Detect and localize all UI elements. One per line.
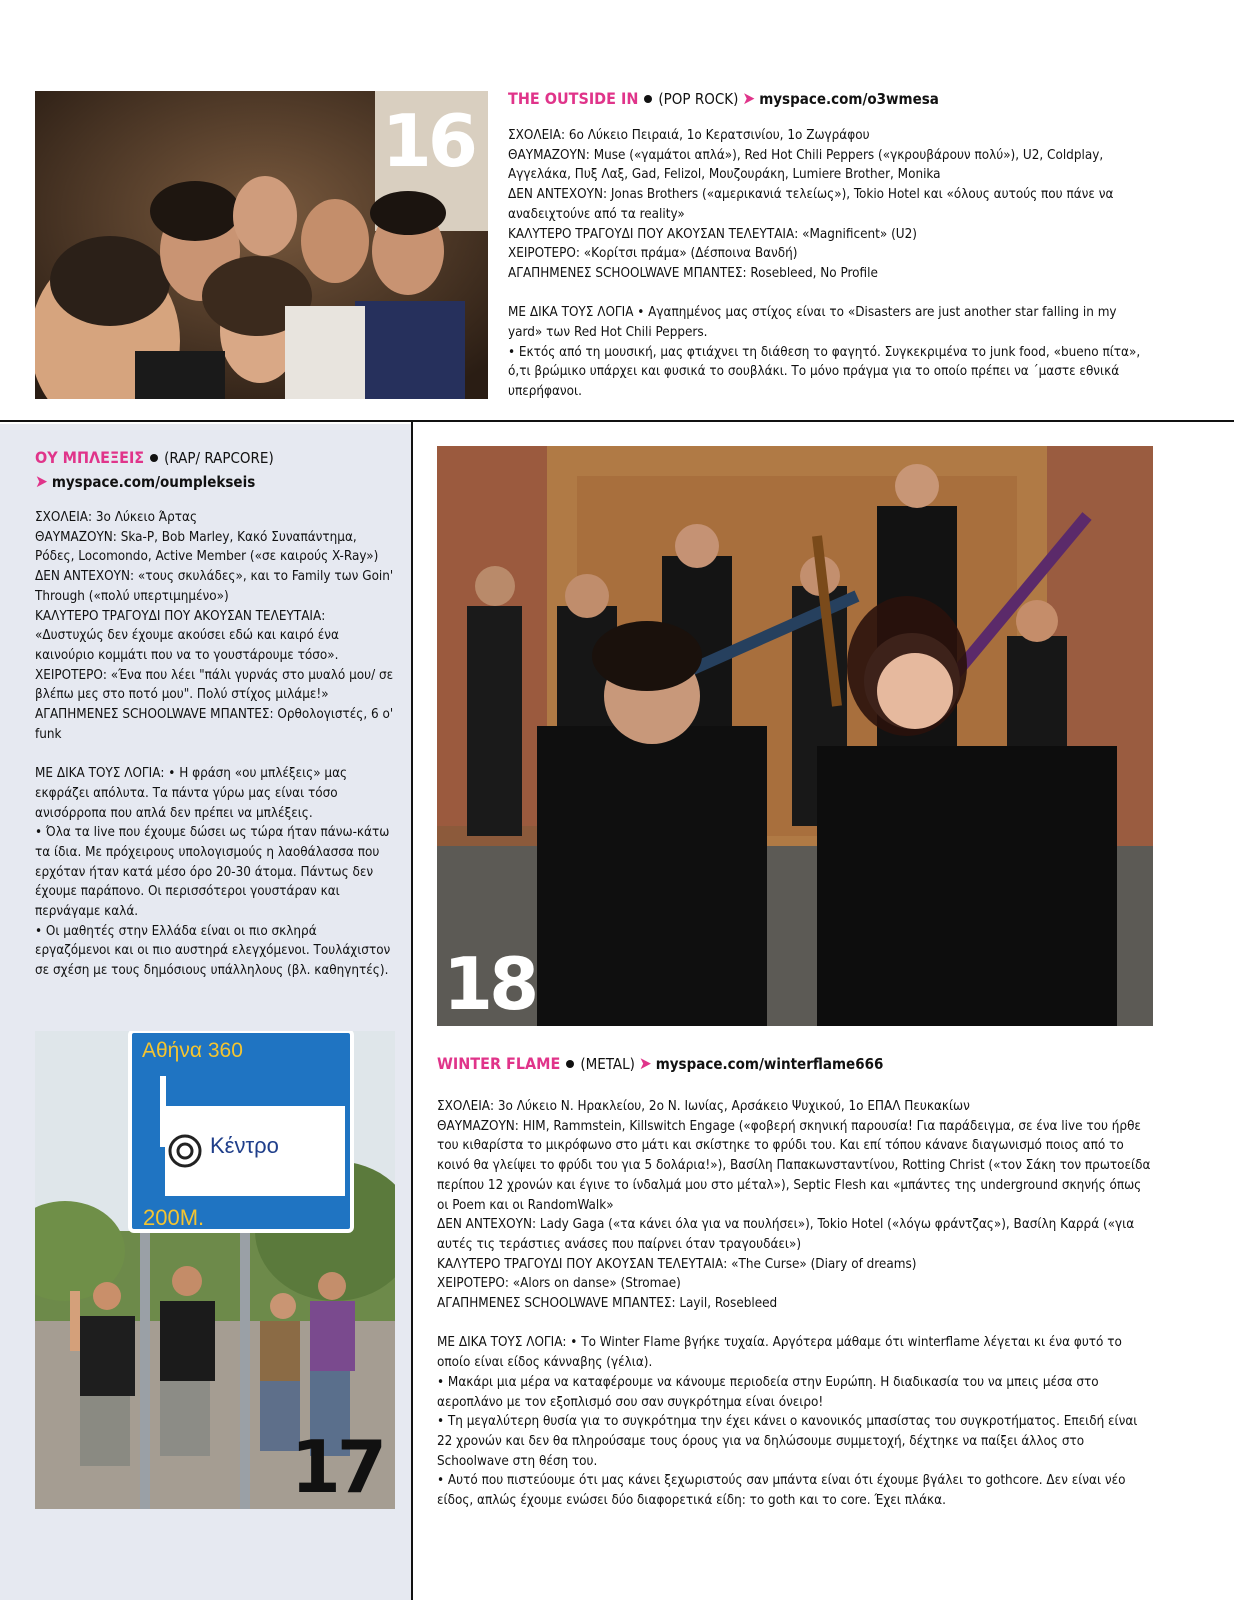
arrow-right-icon: ➤ bbox=[742, 89, 756, 109]
band16-header bbox=[508, 89, 939, 109]
band18-words-1: ΜΕ ΔΙΚΑ ΤΟΥΣ ΛΟΓΙΑ: • Το Winter Flame βγήκε τυχαία. Αργότερα μάθαμε ότι winterflame λέγεται κι ένα φυτό το οποίο είναι είδος κάνναβης (γέλια). bbox=[437, 1335, 1122, 1371]
band17-words-1: ΜΕ ΔΙΚΑ ΤΟΥΣ ΛΟΓΙΑ: • Η φράση «ου μπλέξεις» μας εκφράζει απόλυτα. Τα πάντα γύρω μας είναι τόσο ανισόρροπα που απλά δεν πρέπει να μπλέξεις. bbox=[35, 766, 348, 821]
bullet-dot-icon bbox=[150, 454, 158, 462]
band18-number: 18 bbox=[443, 942, 536, 1026]
band18-words-2: • Μακάρι μια μέρα να καταφέρουμε να κάνουμε περιοδεία στην Ευρώπη. Η διαδικασία του να μπεις μέσα στο αεροπλάνο με τον εξοπλισμό σου σαν συγκρότημα είναι όνειρο! bbox=[437, 1374, 1099, 1410]
band17-words-2: • Όλα τα live που έχουμε δώσει ως τώρα ήταν πάνω-κάτω τα ίδια. Με πρόχειρους υπολογισμούς η λαοθάλασσα που ερχόταν ήταν κατά μέσο όρο 20-30 άτομα. Πάντως δεν έχουμε παράπονο. Οι περισσότεροι γουστάραν και περνάγαμε καλά. bbox=[35, 825, 390, 920]
band17-cant-stand: ΔΕΝ ΑΝΤΕΧΟΥΝ: «τους σκυλάδες», και το Family των Goin' Through («πολύ υπερτιμημένο») bbox=[35, 569, 394, 604]
horizontal-divider bbox=[0, 420, 1234, 422]
band16-photo bbox=[35, 91, 488, 399]
sign-city-label: Αθήνα 360 bbox=[142, 1039, 243, 1062]
band16-body bbox=[508, 126, 1153, 402]
band18-worst: ΧΕΙΡΟΤΕΡΟ: «Alors on danse» (Stromae) bbox=[437, 1276, 681, 1292]
band18-name: WINTER FLAME bbox=[437, 1054, 561, 1073]
band18-best-song: ΚΑΛΥΤΕΡΟ ΤΡΑΓΟΥΔΙ ΠΟΥ ΑΚΟΥΣΑΝ ΤΕΛΕΥΤΑΙΑ: «The Curse» (Diary of dreams) bbox=[437, 1256, 917, 1272]
band18-header bbox=[437, 1054, 883, 1074]
band16-url-link[interactable]: myspace.com/o3wmesa bbox=[759, 90, 939, 108]
band17-admire: ΘΑΥΜΑΖΟΥΝ: Ska-P, Bob Marley, Κακό Συναπάντημα, Ρόδες, Locomondo, Active Member («σε καιρούς X-Ray») bbox=[35, 529, 379, 565]
band17-worst: ΧΕΙΡΟΤΕΡΟ: «Ένα που λέει "πάλι γυρνάς στο μυαλό μου/ σε βλέπω μες στο ποτό μου". Πολύ στίχος μιλάμε!» bbox=[35, 667, 394, 703]
band17-fav-bands: ΑΓΑΠΗΜΕΝΕΣ SCHOOLWAVE ΜΠΑΝΤΕΣ: Ορθολογιστές, 6 ο' funk bbox=[35, 707, 394, 742]
band16-admire: ΘΑΥΜΑΖΟΥΝ: Muse («γαμάτοι απλά»), Red Hot Chili Peppers («γκρουβάρουν πολύ»), U2, Coldplay, Αγγελάκα, Πυξ Λαξ, Gad, Felizol, Μουζουράκη, Lumiere Brother, Monika bbox=[508, 147, 1104, 183]
sign-center-label: Κέντρο bbox=[210, 1133, 279, 1158]
band16-fav-bands: ΑΓΑΠΗΜΕΝΕΣ SCHOOLWAVE ΜΠΑΝΤΕΣ: Rosebleed, No Profile bbox=[508, 265, 878, 281]
sign-distance-label: 200Μ. bbox=[143, 1205, 205, 1230]
bullet-dot-icon bbox=[566, 1060, 574, 1068]
band16-worst: ΧΕΙΡΟΤΕΡΟ: «Κορίτσι πράμα» (Δέσποινα Βανδή) bbox=[508, 246, 798, 262]
band16-words-2: • Εκτός από τη μουσική, μας φτιάχνει τη διάθεση το φαγητό. Συγκεκριμένα το junk food, «bueno πίτα», ό,τι βρώμικο υπάρχει και φυσικά το σουβλάκι. Το μόνο πράγμα για το οποίο πρέπει να ΄μαστε εθνικά υπερήφανοι. bbox=[508, 344, 1141, 400]
band18-words-3: • Τη μεγαλύτερη θυσία για το συγκρότημα την έχει κάνει ο κανονικός μπασίστας του συγκροτήματος. Επειδή είναι 22 χρονών και δεν θα πληρούσαμε τους όρους για να δηλώσουμε συμμετοχή, δέχτηκε να παίξει άλλος στο Schoolwave στη θέση του. bbox=[437, 1414, 1138, 1469]
band16-schools: ΣΧΟΛΕΙΑ: 6ο Λύκειο Πειραιά, 1ο Κερατσινίου, 1ο Ζωγράφου bbox=[508, 128, 870, 143]
band18-schools: ΣΧΟΛΕΙΑ: 3ο Λύκειο Ν. Ηρακλείου, 2ο Ν. Ιωνίας, Αρσάκειο Ψυχικού, 1ο ΕΠΑΛ Πευκακίων bbox=[437, 1099, 970, 1114]
band16-name: THE OUTSIDE IN bbox=[508, 89, 639, 108]
band17-schools: ΣΧΟΛΕΙΑ: 3ο Λύκειο Άρτας bbox=[35, 510, 198, 525]
band18-url-link[interactable]: myspace.com/winterflame666 bbox=[655, 1055, 884, 1073]
arrow-right-icon: ➤ bbox=[35, 472, 48, 492]
band16-cant-stand: ΔΕΝ ΑΝΤΕΧΟΥΝ: Jonas Brothers («αμερικανιά τελείως»), Tokio Hotel και «όλους αυτούς που πάνε να αναδειχτούνε από τα reality» bbox=[508, 187, 1114, 222]
band18-fav-bands: ΑΓΑΠΗΜΕΝΕΣ SCHOOLWAVE ΜΠΑΝΤΕΣ: Layil, Rosebleed bbox=[437, 1296, 778, 1312]
bullet-dot-icon bbox=[644, 95, 652, 103]
arrow-right-icon: ➤ bbox=[638, 1054, 652, 1074]
band18-genre: (METAL) bbox=[580, 1055, 635, 1073]
band17-url-row bbox=[35, 472, 255, 492]
band17-genre: (RAP/ RAPCORE) bbox=[164, 449, 274, 467]
band18-body bbox=[437, 1097, 1153, 1511]
band18-cant-stand: ΔΕΝ ΑΝΤΕΧΟΥΝ: Lady Gaga («τα κάνει όλα για να πουλήσει»), Tokio Hotel («λόγω φράντζας»), Βασίλη Καρρά («για αυτές τις τεράστιες ανάσες που παίρνει όταν τραγουδάει») bbox=[437, 1217, 1135, 1252]
band18-words-4: • Αυτό που πιστεύουμε ότι μας κάνει ξεχωριστούς σαν μπάντα είναι ότι έχουμε βγάλει το gothcore. Δεν είναι νέο είδος, απλώς έχουμε ενώσει δύο διαφορετικά είδη: το goth και το core. Έχει πλάκα. bbox=[437, 1473, 1126, 1509]
band18-photo-image bbox=[437, 446, 1153, 1026]
vertical-divider bbox=[411, 420, 413, 1600]
band16-words-1: ΜΕ ΔΙΚΑ ΤΟΥΣ ΛΟΓΙΑ • Αγαπημένος μας στίχος είναι το «Disasters are just another star falling in my yard» των Red Hot Chili Peppers. bbox=[508, 305, 1117, 341]
band18-photo bbox=[437, 446, 1153, 1026]
band16-genre: (POP ROCK) bbox=[658, 90, 739, 108]
band17-header bbox=[35, 448, 274, 468]
band16-best-song: ΚΑΛΥΤΕΡΟ ΤΡΑΓΟΥΔΙ ΠΟΥ ΑΚΟΥΣΑΝ ΤΕΛΕΥΤΑΙΑ: «Magnificent» (U2) bbox=[508, 226, 917, 242]
band18-admire: ΘΑΥΜΑΖΟΥΝ: HIM, Rammstein, Killswitch Engage («φοβερή σκηνική παρουσία! Για παράδειγμα, σε ένα live του ήρθε του κιθαρίστα το μικρόφωνο στο μάτι και σκίστηκε το φρύδι του. Και επί τόπου κάνανε διαγωνισμό ποιος από το κοινό θα γλείψει το φρύδι του για 5 δολάρια!»), Βασίλη Παπακωνσταντίνου, Rotting Christ («τον Σάκη τον πρωτοείδα περίπου 12 χρονών και έγινε το ίνδαλμά μου στο μέταλ»), Septic Flesh και «μπάντες της underground σκηνής όπως οι Poem και οι RandomWalk» bbox=[437, 1118, 1151, 1213]
band17-body bbox=[35, 508, 395, 981]
band17-words-3: • Οι μαθητές στην Ελλάδα είναι οι πιο σκληρά εργαζόμενοι και οι πιο αυστηρά ελεγχόμενοι. Τουλάχιστον σε σχέση με τους δημόσιους υπάλληλους (βλ. καθηγητές). bbox=[35, 923, 391, 979]
band17-url-link[interactable]: myspace.com/oumplekseis bbox=[51, 473, 256, 491]
band17-photo bbox=[35, 1031, 395, 1509]
band17-best-song: ΚΑΛΥΤΕΡΟ ΤΡΑΓΟΥΔΙ ΠΟΥ ΑΚΟΥΣΑΝ ΤΕΛΕΥΤΑΙΑ: «Δυστυχώς δεν έχουμε ακούσει εδώ και καιρό ένα καινούριο κομμάτι που να το γουστάρουμε τόσο». bbox=[35, 608, 339, 663]
band17-number: 17 bbox=[290, 1425, 383, 1509]
band17-name: ΟΥ ΜΠΛΕΞΕΙΣ bbox=[35, 448, 145, 467]
band16-number: 16 bbox=[381, 99, 474, 183]
